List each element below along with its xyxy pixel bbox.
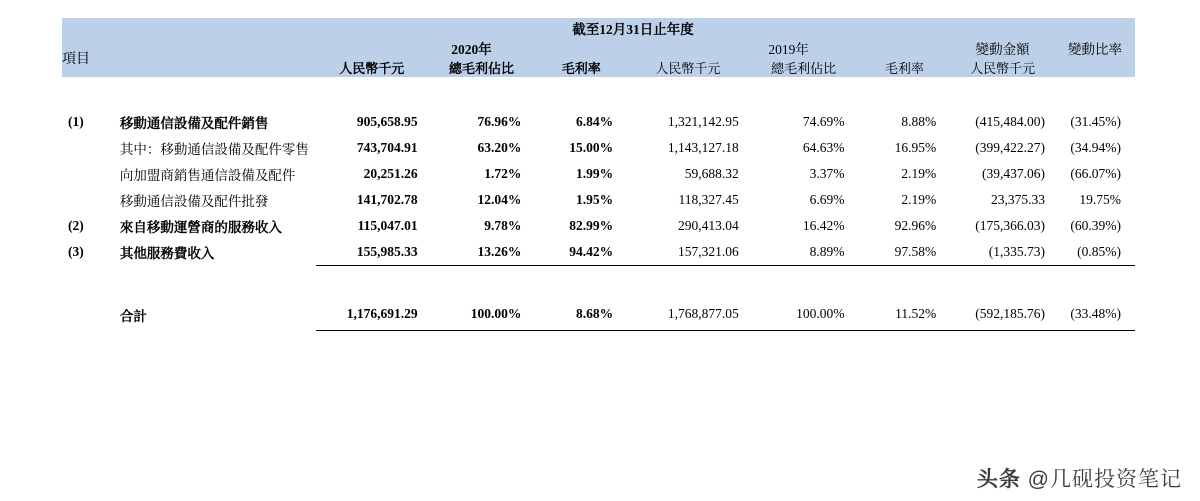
cell-change-rate: (0.85%) — [1077, 243, 1121, 259]
header-change-rate-blank — [1055, 58, 1135, 77]
row-label: 移動通信設備及配件批發 — [119, 194, 269, 209]
cell-change-amount: (415,484.00) — [975, 114, 1046, 129]
header-year-2020: 2020年 — [316, 38, 627, 58]
table-row — [62, 213, 1135, 239]
cell-2020-share: 9.78% — [484, 218, 522, 233]
watermark-suffix: @几砚投资笔记 — [1027, 468, 1182, 491]
header-change-rmb: 人民幣千元 — [950, 58, 1055, 77]
total-change-rate: (33.48%) — [1070, 306, 1121, 322]
cell-2019-margin: 2.19% — [901, 166, 937, 181]
cell-2019-amount: 1,321,142.95 — [667, 114, 739, 129]
header-2019-margin: 毛利率 — [858, 58, 950, 77]
cell-change-amount: 23,375.33 — [991, 192, 1046, 207]
cell-2020-share: 13.26% — [477, 243, 522, 259]
cell-2020-amount: 141,702.78 — [356, 192, 418, 207]
header-change-rate: 變動比率 — [1055, 38, 1135, 58]
cell-2020-margin: 1.95% — [575, 192, 614, 207]
header-2020-rmb: 人民幣千元 — [316, 58, 428, 77]
cell-2020-margin: 1.99% — [575, 166, 614, 181]
total-2019-share: 100.00% — [796, 306, 845, 322]
header-2019-share: 總毛利佔比 — [749, 58, 859, 77]
row-index: (2) — [68, 218, 84, 233]
cell-2019-margin: 2.19% — [901, 192, 937, 207]
total-2019-amount: 1,768,877.05 — [667, 306, 739, 322]
cell-2020-share: 12.04% — [477, 192, 522, 207]
total-label: 合計 — [119, 308, 147, 324]
cell-2020-share: 1.72% — [484, 166, 522, 181]
table-row — [62, 187, 1135, 213]
total-change-amount: (592,185.76) — [975, 306, 1046, 322]
cell-2020-margin: 15.00% — [569, 140, 614, 155]
cell-2020-share: 76.96% — [477, 114, 522, 129]
cell-2019-amount: 290,413.04 — [678, 218, 739, 233]
cell-2019-margin: 92.96% — [894, 218, 937, 233]
cell-2020-share: 63.20% — [477, 140, 522, 155]
cell-2020-amount: 743,704.91 — [356, 140, 418, 155]
cell-change-rate: (60.39%) — [1070, 218, 1121, 233]
row-label: 來自移動運營商的服務收入 — [119, 220, 282, 235]
row-label: 其他服務費收入 — [119, 246, 215, 261]
cell-2020-amount: 115,047.01 — [357, 218, 418, 233]
cell-2020-amount: 20,251.26 — [363, 166, 418, 181]
row-label: 其中：移動通信設備及配件零售 — [119, 142, 309, 157]
row-index — [62, 161, 94, 187]
cell-change-amount: (39,437.06) — [982, 166, 1046, 181]
header-2020-margin: 毛利率 — [535, 58, 627, 77]
row-index — [62, 135, 94, 161]
row-label: 移動通信設備及配件銷售 — [119, 116, 269, 131]
cell-change-rate: (34.94%) — [1070, 140, 1121, 155]
total-2020-amount: 1,176,691.29 — [346, 306, 418, 322]
watermark — [977, 463, 1182, 493]
cell-2020-amount: 905,658.95 — [356, 114, 418, 129]
header-blank-right — [950, 18, 1135, 38]
total-2020-margin: 8.68% — [575, 306, 614, 322]
table-row — [62, 161, 1135, 187]
financial-table — [62, 18, 1135, 332]
total-row — [62, 299, 1135, 331]
cell-change-rate: (31.45%) — [1070, 114, 1121, 129]
header-blank-left — [62, 18, 316, 38]
cell-2020-margin: 82.99% — [569, 218, 614, 233]
bottom-rule — [62, 331, 1135, 333]
cell-change-rate: (66.07%) — [1070, 166, 1121, 181]
table-row — [62, 109, 1135, 135]
cell-2020-margin: 94.42% — [569, 243, 614, 259]
cell-2019-share: 8.89% — [809, 243, 845, 259]
table-body — [62, 77, 1135, 332]
row-index: (1) — [68, 114, 84, 129]
header-year-row — [62, 38, 1135, 58]
cell-2019-amount: 59,688.32 — [684, 166, 739, 181]
row-index — [62, 187, 94, 213]
cell-2020-margin: 6.84% — [575, 114, 614, 129]
cell-2019-share: 74.69% — [802, 114, 845, 129]
cell-2020-amount: 155,985.33 — [356, 243, 418, 259]
cell-2019-margin: 97.58% — [894, 243, 937, 259]
row-index: (3) — [68, 244, 84, 259]
table-row — [62, 239, 1135, 265]
cell-2019-margin: 8.88% — [901, 114, 937, 129]
cell-change-amount: (1,335.73) — [988, 243, 1046, 259]
cell-2019-amount: 157,321.06 — [678, 243, 739, 259]
cell-2019-amount: 118,327.45 — [678, 192, 739, 207]
total-2020-share: 100.00% — [470, 306, 522, 322]
watermark-prefix: 头条 — [976, 468, 1021, 491]
cell-change-rate: 19.75% — [1079, 192, 1121, 207]
header-year-2019: 2019年 — [627, 38, 950, 58]
cell-2019-share: 6.69% — [809, 192, 845, 207]
header-2020-share: 總毛利佔比 — [428, 58, 536, 77]
table-row — [62, 135, 1135, 161]
cell-2019-share: 64.63% — [802, 140, 845, 155]
cell-2019-margin: 16.95% — [894, 140, 937, 155]
cell-2019-share: 16.42% — [802, 218, 845, 233]
spacer-row — [62, 77, 1135, 109]
table-header — [62, 18, 1135, 77]
cell-change-amount: (399,422.27) — [975, 140, 1046, 155]
header-change-amount: 變動金額 — [950, 38, 1055, 58]
header-period-title: 截至12月31日止年度 — [316, 18, 950, 38]
cell-change-amount: (175,366.03) — [975, 218, 1046, 233]
total-2019-margin: 11.52% — [895, 306, 937, 322]
row-label: 向加盟商銷售通信設備及配件 — [119, 168, 296, 183]
cell-2019-amount: 1,143,127.18 — [667, 140, 739, 155]
header-2019-rmb: 人民幣千元 — [627, 58, 749, 77]
cell-2019-share: 3.37% — [809, 166, 845, 181]
header-span-row — [62, 18, 1135, 38]
spacer-row — [62, 267, 1135, 299]
header-item-label: 項目 — [62, 38, 316, 77]
